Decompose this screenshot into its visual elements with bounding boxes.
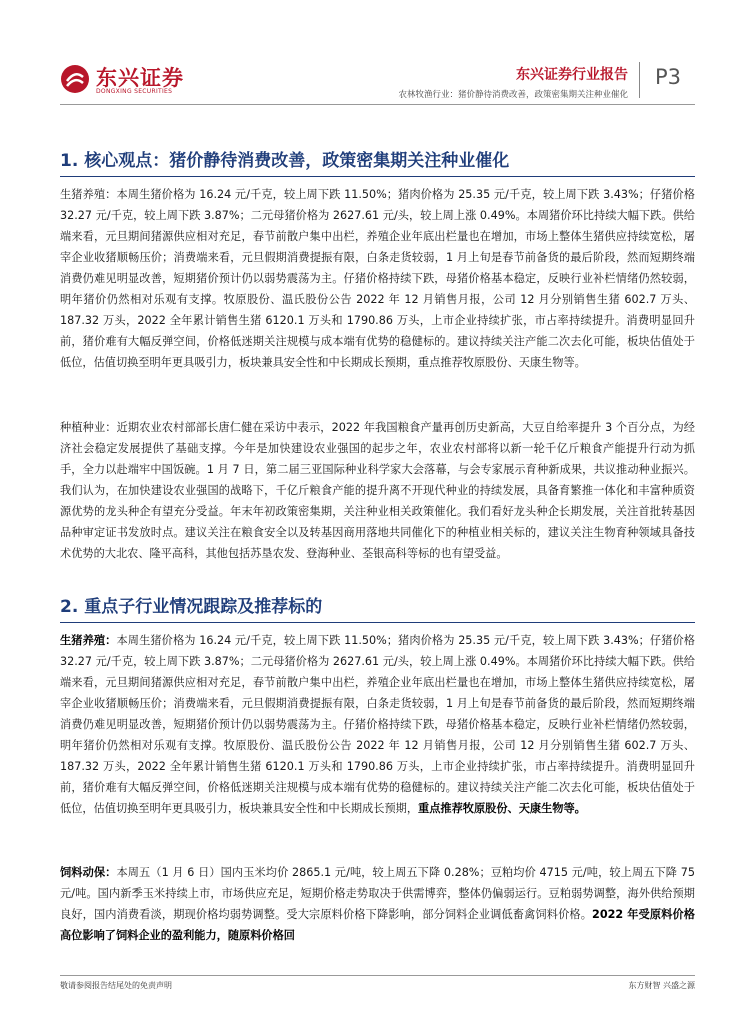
paragraph-emphasis: 2022 年受原料价格高位影响了饲料企业的盈利能力，随原料价格回 [60,908,695,942]
header-rule [60,104,695,105]
paragraph-text: 近期农业农村部部长唐仁健在采访中表示，2022 年我国粮食产量再创历史新高，大豆自给率提升 3 个百分点，为经济社会稳定发展提供了基础支撑。今年是加快建设农业强国的起步之年，农业农村部将以新一轮千亿斤粮食产能提升行动为抓手，全力以赴端牢中国饭碗。1 月 7 日，第二届三亚国际种业科学家大会落幕，与会专家展示育种新成果，共议推动种业振兴。我们认为，在加快建设农业强国的战略下，千亿斤粮食产能的提升离不开现代种业的持续发展，具备育繁推一体化和丰富种质资源优势的龙头种企有望充分受益。年末年初政策密集期，关注种业相关政策催化。我们看好龙头种企长期发展，关注首批转基因品种审定证书发放时点。建议关注在粮食安全以及转基因商用落地共同催化下的种植业相关标的，建议关注生物育种领域具备技术优势的大北农、隆平高科，其他包括苏垦农发、登海种业、荃银高科等标的也有望受益。 [60,421,695,560]
paragraph-text: 本周生猪价格为 16.24 元/千克，较上周下跌 11.50%；猪肉价格为 25.35 元/千克，较上周下跌 3.43%；仔猪价格 32.27 元/千克，较上周下跌 3.87%；二元母猪价格为 2627.61 元/头，较上周上涨 0.49%。本周猪价环比持续大幅下跌。供给端来看，元旦期间猪源供应相对充足，春节前散户集中出栏，养殖企业年底出栏量也在增加，市场上整体生猪供应持续宽松，屠宰企业收猪顺畅压价；消费端来看，元旦假期消费提振有限，白条走货较弱，1 月上旬是春节前备货的最后阶段，然而短期终端消费仍难见明显改善，短期猪价预计仍以弱势震荡为主。仔猪价格持续下跌，母猪价格基本稳定，反映行业补栏情绪仍然较弱，明年猪价仍然相对乐观有支撑。牧原股份、温氏股份公告 2022 年 12 月销售月报，公司 12 月分别销售生猪 602.7 万头、187.32 万头，2022 全年累计销售生猪 6120.1 万头和 1790.86 万头，上市企业持续扩张，市占率持续提升。消费明显回升前，猪价难有大幅反弹空间，价格低迷期关注规模与成本端有优势的稳健标的。建议持续关注产能二次去化可能，板块估值处于低位，估值切换至明年更具吸引力，板块兼具安全性和中长期成长预期，重点推荐牧原股份、天康生物等。 [60,188,695,369]
section-2-hog-paragraph [60,630,695,819]
paragraph-label: 生猪养殖： [60,188,117,201]
section-1-hog-paragraph [60,184,695,373]
report-subtitle: 农林牧渔行业：猪价静待消费改善，政策密集期关注种业催化 [398,90,628,100]
page-number: P3 [655,65,682,89]
section-2-rule [60,622,695,623]
section-1-rule [60,176,695,177]
report-series-title: 东兴证券行业报告 [516,67,628,83]
paragraph-recommendation: 重点推荐牧原股份、天康生物等。 [418,802,586,815]
paragraph-label: 饲料动保： [60,866,117,879]
section-1-seed-paragraph [60,417,695,564]
footer-disclaimer: 敬请参阅报告结尾处的免责声明 [60,981,172,990]
paragraph-text: 本周五（1 月 6 日）国内玉米均价 2865.1 元/吨，较上周五下降 0.28%；豆粕均价 4715 元/吨，较上周五下降 75 元/吨。国内新季玉米持续上市，市场供应充足，短期价格走势取决于供需博弈，整体仍偏弱运行。豆粕弱势调整，海外供给预期良好，国内消费看淡，期现价格均弱势调整。受大宗原料价格下降影响，部分饲料企业调低畜禽饲料价格。 [60,866,695,921]
footer-rule [60,975,695,976]
logo-text-cn: 东兴证券 [96,66,184,90]
footer-slogan: 东方财智 兴盛之源 [628,981,695,990]
logo-text-en: DONGXING SECURITIES [96,88,173,95]
header-divider [639,62,640,98]
section-1-heading: 1. 核心观点：猪价静待消费改善，政策密集期关注种业催化 [60,151,510,171]
report-header [398,64,628,100]
section-2-heading: 2. 重点子行业情况跟踪及推荐标的 [60,597,323,617]
paragraph-text: 本周生猪价格为 16.24 元/千克，较上周下跌 11.50%；猪肉价格为 25.35 元/千克，较上周下跌 3.43%；仔猪价格 32.27 元/千克，较上周下跌 3.87%；二元母猪价格为 2627.61 元/头，较上周上涨 0.49%。本周猪价环比持续大幅下跌。供给端来看，元旦期间猪源供应相对充足，春节前散户集中出栏，养殖企业年底出栏量也在增加，市场上整体生猪供应持续宽松，屠宰企业收猪顺畅压价；消费端来看，元旦假期消费提振有限，白条走货较弱，1 月上旬是春节前备货的最后阶段，然而短期终端消费仍难见明显改善，短期猪价预计仍以弱势震荡为主。仔猪价格持续下跌，母猪价格基本稳定，反映行业补栏情绪仍然较弱，明年猪价仍然相对乐观有支撑。牧原股份、温氏股份公告 2022 年 12 月销售月报，公司 12 月分别销售生猪 602.7 万头、187.32 万头，2022 全年累计销售生猪 6120.1 万头和 1790.86 万头，上市企业持续扩张，市占率持续提升。消费明显回升前，猪价难有大幅反弹空间，价格低迷期关注规模与成本端有优势的稳健标的。建议持续关注产能二次去化可能，板块估值处于低位，估值切换至明年更具吸引力，板块兼具安全性和中长期成长预期， [60,634,695,815]
company-logo [60,62,190,102]
logo-mark-icon [60,64,90,94]
paragraph-label: 生猪养殖： [60,634,117,647]
section-2-feed-paragraph [60,862,695,946]
paragraph-label: 种植种业： [60,421,117,434]
